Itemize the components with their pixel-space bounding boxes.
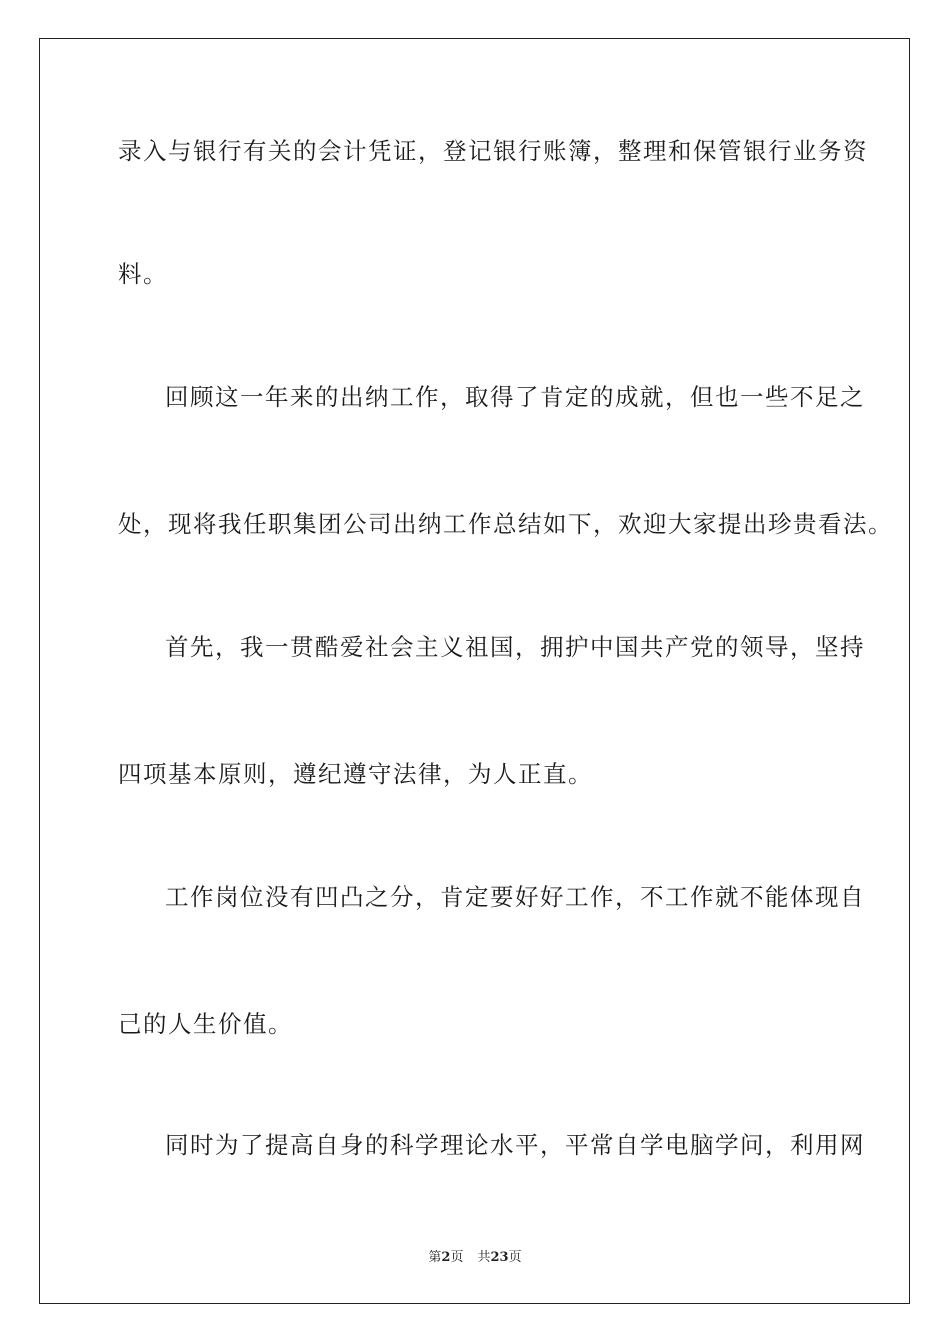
page-border <box>39 38 910 1304</box>
text-line-8: 己的人生价值。 <box>118 1010 293 1038</box>
text-line-3: 回顾这一年来的出纳工作，取得了肯定的成就，但也一些不足之 <box>165 383 865 411</box>
footer-total-pages: 23 <box>490 1250 509 1265</box>
footer-total-prefix: 共 <box>477 1250 491 1265</box>
footer-page-prefix: 第 <box>428 1250 442 1265</box>
text-line-6: 四项基本原则，遵纪遵守法律，为人正直。 <box>118 760 593 788</box>
text-line-4: 处，现将我任职集团公司出纳工作总结如下，欢迎大家提出珍贵看法。 <box>118 510 893 538</box>
page-footer <box>0 1246 950 1265</box>
text-line-9: 同时为了提高自身的科学理论水平，平常自学电脑学问，利用网 <box>165 1131 865 1159</box>
text-line-2: 料。 <box>118 260 168 288</box>
text-line-7: 工作岗位没有凹凸之分，肯定要好好工作，不工作就不能体现自 <box>165 883 865 911</box>
footer-page-number: 2 <box>441 1250 451 1265</box>
text-line-5: 首先，我一贯酷爱社会主义祖国，拥护中国共产党的领导，坚持 <box>165 633 865 661</box>
footer-page-suffix: 页 <box>450 1250 464 1265</box>
footer-total-suffix: 页 <box>508 1250 522 1265</box>
text-line-1: 录入与银行有关的会计凭证，登记银行账簿，整理和保管银行业务资 <box>118 137 868 165</box>
